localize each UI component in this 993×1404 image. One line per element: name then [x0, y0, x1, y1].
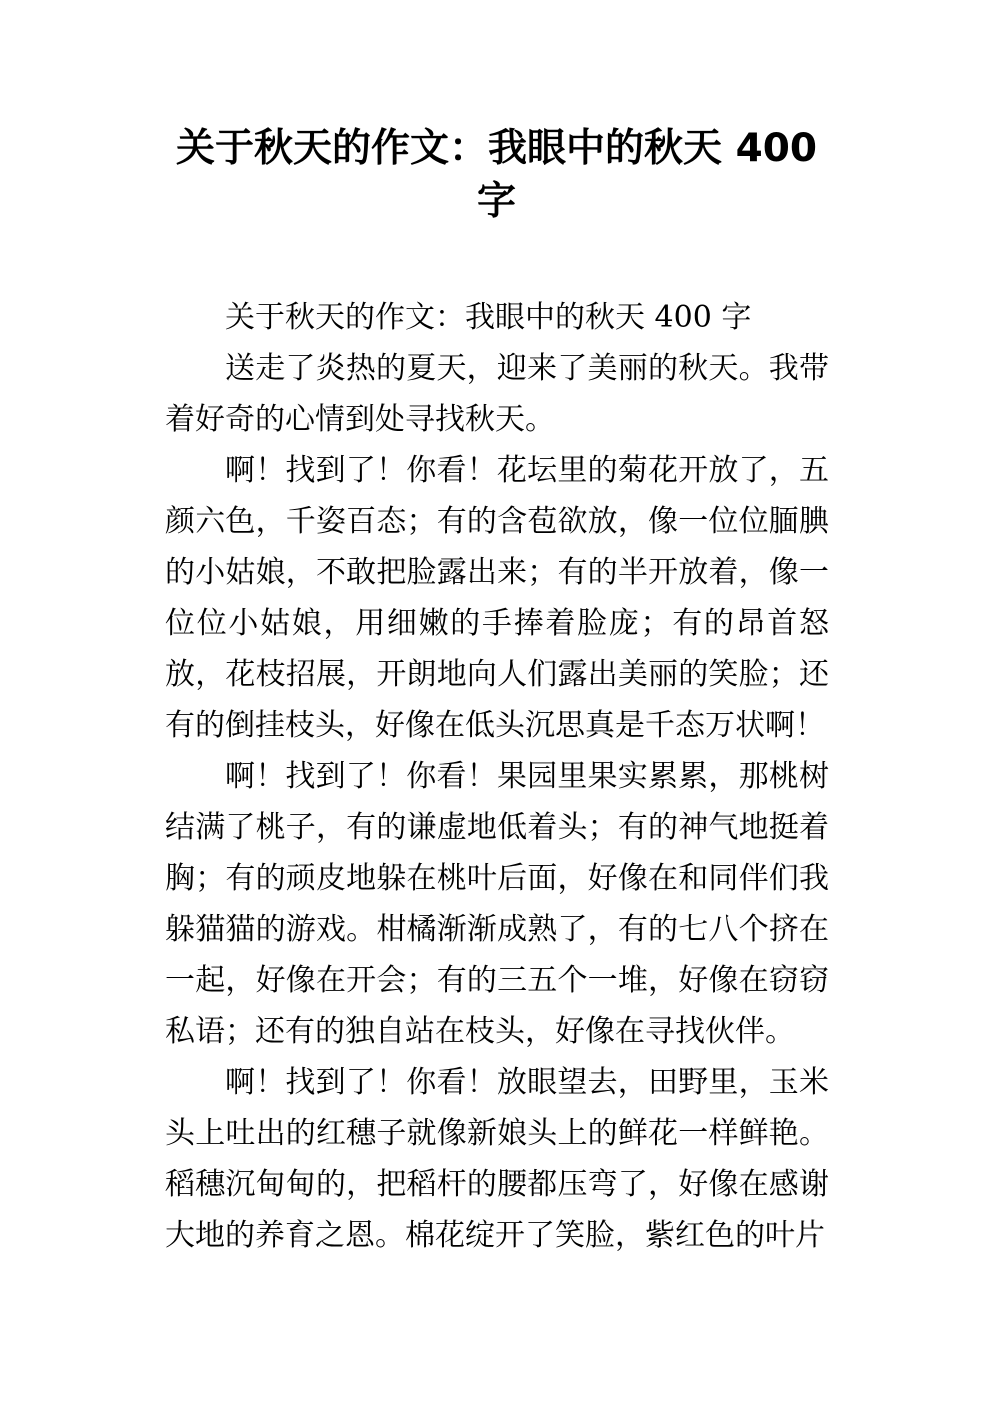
body-paragraph: 送走了炎热的夏天，迎来了美丽的秋天。我带着好奇的心情到处寻找秋天。	[165, 351, 829, 437]
document-title: 关于秋天的作文：我眼中的秋天 400 字	[176, 126, 817, 224]
body-paragraph: 啊！找到了！你看！果园里果实累累，那桃树结满了桃子，有的谦虚地低着头；有的神气地挺着胸；有的顽皮地躲在桃叶后面，好像在和同伴们我躲猫猫的游戏。柑橘渐渐成熟了，有的七八个挤在一起，好像在开会；有的三五个一堆，好像在窃窃私语；还有的独自站在枝头，好像在寻找伙伴。	[165, 759, 829, 1049]
body-paragraph: 啊！找到了！你看！放眼望去，田野里，玉米头上吐出的红穗子就像新娘头上的鲜花一样鲜艳。稻穗沉甸甸的，把稻杆的腰都压弯了，好像在感谢大地的养育之恩。棉花绽开了笑脸，紫红色的叶片	[165, 1065, 829, 1253]
body-paragraph: 啊！找到了！你看！花坛里的菊花开放了，五颜六色，千姿百态；有的含苞欲放，像一位位腼腆的小姑娘，不敢把脸露出来；有的半开放着，像一位位小姑娘，用细嫩的手捧着脸庞；有的昂首怒放，花枝招展，开朗地向人们露出美丽的笑脸；还有的倒挂枝头，好像在低头沉思真是千态万状啊！	[165, 453, 829, 743]
document-body	[165, 292, 829, 1261]
body-paragraph: 关于秋天的作文：我眼中的秋天 400 字	[225, 300, 752, 335]
